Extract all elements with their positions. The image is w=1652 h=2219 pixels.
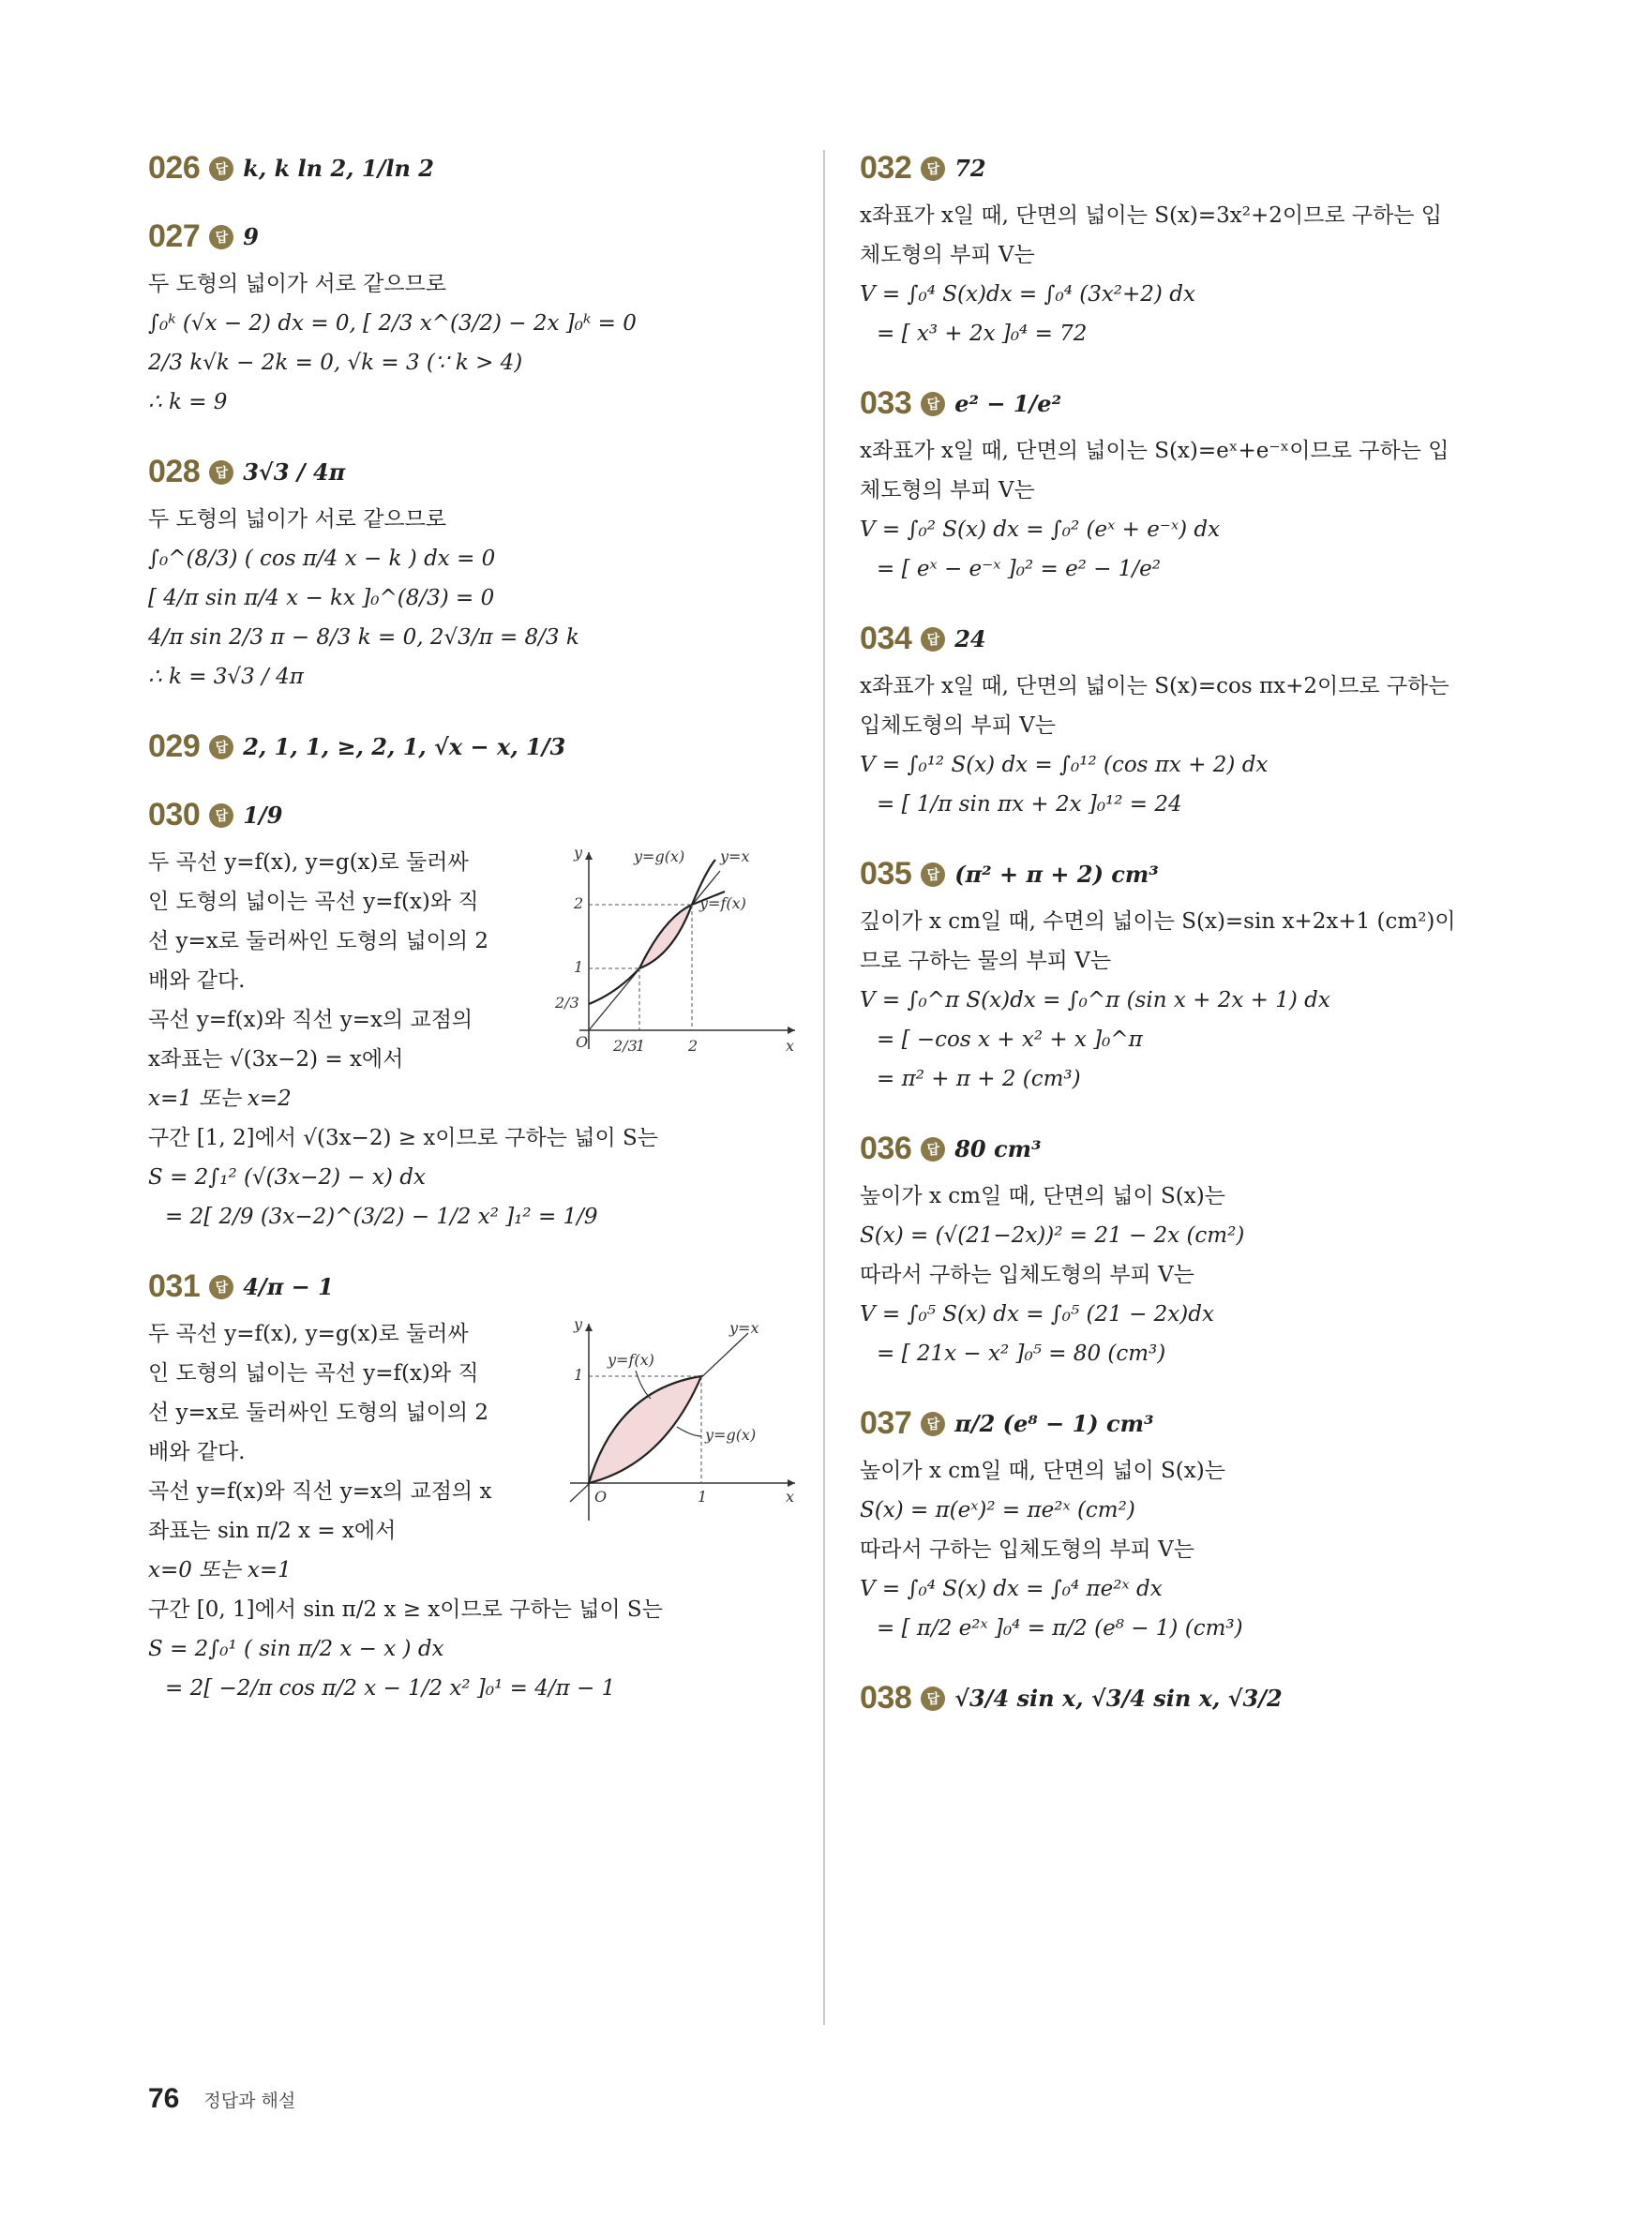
solution-line: S(x) = (√(21−2x))² = 21 − 2x (cm²) (860, 1223, 1245, 1248)
graph-figure-030 (555, 843, 804, 1058)
solution-line: V = ∫₀⁴ S(x)dx = ∫₀⁴ (3x²+2) dx (860, 282, 1195, 307)
solution-line: 두 곡선 y=f(x), y=g(x)로 둘러싸 (148, 850, 469, 875)
solution-line: V = ∫₀¹² S(x) dx = ∫₀¹² (cos πx + 2) dx (860, 753, 1269, 777)
answer-badge: 답 (921, 1412, 945, 1436)
answer-badge: 답 (921, 1137, 945, 1162)
answer: k, k ln 2, 1/ln 2 (243, 155, 434, 182)
solution-line: x=0 또는 x=1 (148, 1558, 292, 1582)
solution-line: 4/π sin 2/3 π − 8/3 k = 0, 2√3/π = 8/3 k (148, 625, 579, 650)
solution-line: 좌표는 sin π/2 x = x에서 (148, 1519, 397, 1543)
problem-head (860, 856, 1516, 892)
solution-line: 구간 [1, 2]에서 √(3x−2) ≥ x이므로 구하는 넓이 S는 (148, 1126, 658, 1150)
problem-028 (148, 454, 804, 697)
problem-number: 029 (148, 728, 201, 764)
problem-head (860, 1680, 1516, 1717)
text-with-figure (148, 1314, 804, 1551)
problem-031 (148, 1268, 804, 1708)
problem-number: 036 (860, 1131, 912, 1166)
solution-line: 인 도형의 넓이는 곡선 y=f(x)와 직 (148, 1361, 479, 1386)
solution-line: = 2[ 2/9 (3x−2)^(3/2) − 1/2 x² ]₁² = 1/9 (165, 1205, 598, 1229)
solution-line: 깊이가 x cm일 때, 수면의 넓이는 S(x)=sin x+2x+1 (cm²)이 (860, 909, 1456, 934)
solution-line: 높이가 x cm일 때, 단면의 넓이 S(x)는 (860, 1184, 1225, 1208)
solution-line: 체도형의 부피 V는 (860, 243, 1035, 267)
tick-y1: 1 (574, 1366, 584, 1384)
answer-badge: 답 (209, 225, 233, 249)
solution-line: 배와 같다. (148, 1440, 246, 1464)
column-divider (823, 150, 825, 2025)
problem-head (148, 454, 804, 490)
problem-number: 031 (148, 1268, 201, 1304)
solution-line: = 2[ −2/π cos π/2 x − 1/2 x² ]₀¹ = 4/π − 1 (165, 1676, 616, 1701)
problem-head (860, 150, 1516, 187)
origin-label: O (576, 1033, 589, 1051)
solution-line: 곡선 y=f(x)와 직선 y=x의 교점의 x (148, 1479, 492, 1504)
right-column (860, 150, 1516, 1748)
tick-x2: 2 (688, 1037, 698, 1055)
problem-number: 033 (860, 385, 912, 421)
solution-line: = [ 21x − x² ]₀⁵ = 80 (cm³) (877, 1342, 1166, 1366)
problem-035 (860, 856, 1516, 1099)
label-f: y=f(x) (699, 894, 746, 912)
solution-text (148, 843, 549, 1079)
solution-line: 선 y=x로 둘러싸인 도형의 넓이의 2 (148, 929, 489, 953)
label-g: y=g(x) (705, 1426, 757, 1444)
solution-line: [ 4/π sin π/4 x − kx ]₀^(8/3) = 0 (148, 586, 495, 610)
answer: 24 (954, 625, 986, 652)
solution-line: V = ∫₀⁵ S(x) dx = ∫₀⁵ (21 − 2x)dx (860, 1302, 1214, 1327)
solution-line: = [ eˣ − e⁻ˣ ]₀² = e² − 1/e² (877, 557, 1162, 581)
tick-x-two-thirds: 2/3 (613, 1037, 638, 1055)
problem-number: 035 (860, 856, 912, 892)
problem-head (148, 218, 804, 255)
answer: 4/π − 1 (243, 1273, 334, 1300)
answer-badge: 답 (209, 1275, 233, 1299)
solution-line: = [ 1/π sin πx + 2x ]₀¹² = 24 (877, 792, 1182, 817)
solution-line: 체도형의 부피 V는 (860, 478, 1035, 502)
x-axis-arrow (788, 1027, 795, 1034)
solution-line: V = ∫₀⁴ S(x) dx = ∫₀⁴ πe²ˣ dx (860, 1577, 1163, 1601)
answer-badge: 답 (921, 862, 945, 887)
tick-y1: 1 (574, 958, 584, 976)
answer-badge: 답 (921, 627, 945, 652)
problem-number: 030 (148, 797, 201, 832)
solution-line: 므로 구하는 물의 부피 V는 (860, 949, 1112, 973)
solution-line: ∫₀^(8/3) ( cos π/4 x − k ) dx = 0 (148, 547, 496, 571)
label-y-equals-x: y=x (729, 1319, 759, 1337)
problem-head (148, 150, 804, 187)
solution-line: 인 도형의 넓이는 곡선 y=f(x)와 직 (148, 890, 479, 914)
problem-034 (860, 621, 1516, 824)
problem-037 (860, 1405, 1516, 1648)
y-axis-arrow (585, 1324, 593, 1331)
problem-026 (148, 150, 804, 187)
answer-badge: 답 (209, 460, 233, 485)
answer: 80 cm³ (954, 1135, 1042, 1162)
page-footer (148, 2083, 295, 2115)
answer-badge: 답 (209, 803, 233, 828)
problem-027 (148, 218, 804, 422)
solution-line: 따라서 구하는 입체도형의 부피 V는 (860, 1537, 1194, 1562)
label-g: y=g(x) (634, 847, 685, 865)
x-axis-label: x (786, 1488, 795, 1506)
solution-line: x좌표가 x일 때, 단면의 넓이는 S(x)=eˣ+e⁻ˣ이므로 구하는 입 (860, 439, 1449, 463)
solution-line: ∫₀ᵏ (√x − 2) dx = 0, [ 2/3 x^(3/2) − 2x ]₀ᵏ = 0 (148, 311, 637, 336)
x-axis-label: x (786, 1037, 795, 1055)
solution-line: = π² + π + 2 (cm³) (877, 1067, 1081, 1091)
problem-number: 037 (860, 1405, 912, 1441)
problem-032 (860, 150, 1516, 353)
answer-badge: 답 (921, 392, 945, 416)
graph-svg (555, 843, 804, 1058)
solution-line: S = 2∫₀¹ ( sin π/2 x − x ) dx (148, 1637, 444, 1661)
footer-label: 정답과 해설 (203, 2090, 296, 2111)
answer: e² − 1/e² (954, 390, 1062, 417)
tick-y2: 2 (574, 894, 584, 912)
tick-x1: 1 (636, 1037, 646, 1055)
problem-036 (860, 1131, 1516, 1373)
solution-line: 배와 같다. (148, 968, 246, 993)
problem-038 (860, 1680, 1516, 1717)
solution-line: 곡선 y=f(x)와 직선 y=x의 교점의 (148, 1008, 473, 1032)
solution-line: = [ π/2 e²ˣ ]₀⁴ = π/2 (e⁸ − 1) (cm³) (877, 1616, 1243, 1641)
solution-line: ∴ k = 3√3 / 4π (148, 665, 304, 689)
text-with-figure (148, 843, 804, 1079)
solution-line: 2/3 k√k − 2k = 0, √k = 3 (∵ k > 4) (148, 351, 523, 375)
label-y-equals-x: y=x (720, 847, 750, 865)
answer-badge: 답 (921, 1687, 945, 1711)
answer: π/2 (e⁸ − 1) cm³ (954, 1410, 1154, 1437)
answer-badge: 답 (209, 735, 233, 759)
problem-head (860, 621, 1516, 657)
solution-line: = [ x³ + 2x ]₀⁴ = 72 (877, 322, 1088, 346)
y-axis-arrow (585, 852, 593, 860)
solution-line: V = ∫₀^π S(x)dx = ∫₀^π (sin x + 2x + 1) dx (860, 988, 1330, 1012)
answer: 3√3 / 4π (243, 458, 346, 486)
problem-head (148, 1268, 804, 1305)
solution-text (148, 1314, 549, 1551)
answer-badge: 답 (921, 157, 945, 181)
tick-y-two-thirds: 2/3 (555, 994, 579, 1012)
label-f: y=f(x) (608, 1351, 654, 1369)
problem-head (860, 1405, 1516, 1442)
page-number: 76 (148, 2083, 180, 2114)
problem-number: 027 (148, 218, 201, 254)
problem-head (860, 385, 1516, 422)
answer: 1/9 (243, 802, 283, 829)
solution-line: x좌표는 √(3x−2) = x에서 (148, 1047, 404, 1072)
solution-line: 두 곡선 y=f(x), y=g(x)로 둘러싸 (148, 1322, 469, 1346)
graph-svg (561, 1314, 804, 1530)
solution-line: x좌표가 x일 때, 단면의 넓이는 S(x)=3x²+2이므로 구하는 입 (860, 203, 1443, 228)
shaded-region (639, 905, 692, 968)
left-column (148, 150, 804, 1740)
solution-line: 두 도형의 넓이가 서로 같으므로 (148, 272, 447, 296)
solution-line: = [ −cos x + x² + x ]₀^π (877, 1027, 1143, 1052)
solution-line: 입체도형의 부피 V는 (860, 713, 1056, 738)
problem-head (148, 797, 804, 833)
problem-030 (148, 797, 804, 1237)
problem-head (148, 728, 804, 765)
solution-line: x좌표가 x일 때, 단면의 넓이는 S(x)=cos πx+2이므로 구하는 (860, 674, 1449, 698)
problem-number: 026 (148, 150, 201, 186)
problem-number: 034 (860, 621, 912, 656)
solution-line: 선 y=x로 둘러싸인 도형의 넓이의 2 (148, 1401, 489, 1425)
answer: 72 (954, 155, 986, 182)
problem-033 (860, 385, 1516, 589)
solution-line: x=1 또는 x=2 (148, 1087, 292, 1111)
answer-badge: 답 (209, 157, 233, 181)
tick-x1: 1 (698, 1488, 708, 1506)
solution-line: 구간 [0, 1]에서 sin π/2 x ≥ x이므로 구하는 넓이 S는 (148, 1597, 663, 1622)
solution-line: 따라서 구하는 입체도형의 부피 V는 (860, 1263, 1194, 1287)
answer: (π² + π + 2) cm³ (954, 861, 1159, 888)
solution-line: V = ∫₀² S(x) dx = ∫₀² (eˣ + e⁻ˣ) dx (860, 517, 1221, 542)
problem-number: 032 (860, 150, 912, 186)
problem-number: 038 (860, 1680, 912, 1716)
x-axis-arrow (788, 1479, 795, 1487)
origin-label: O (594, 1488, 608, 1506)
problem-number: 028 (148, 454, 201, 489)
y-axis-label: y (574, 844, 583, 862)
solution-line: ∴ k = 9 (148, 390, 228, 414)
curve-g (589, 860, 715, 1004)
problem-029 (148, 728, 804, 765)
answer: 9 (243, 223, 259, 250)
problem-head (860, 1131, 1516, 1167)
solution-line: S = 2∫₁² (√(3x−2) − x) dx (148, 1165, 426, 1190)
pointer-g (677, 1427, 701, 1436)
solution-line: 두 도형의 넓이가 서로 같으므로 (148, 507, 447, 532)
answer: 2, 1, 1, ≥, 2, 1, √x − x, 1/3 (243, 733, 566, 760)
solution-line: S(x) = π(eˣ)² = πe²ˣ (cm²) (860, 1498, 1135, 1522)
graph-figure-031 (561, 1314, 804, 1530)
answer: √3/4 sin x, √3/4 sin x, √3/2 (954, 1685, 1283, 1712)
solution-line: 높이가 x cm일 때, 단면의 넓이 S(x)는 (860, 1459, 1225, 1483)
y-axis-label: y (574, 1315, 583, 1333)
